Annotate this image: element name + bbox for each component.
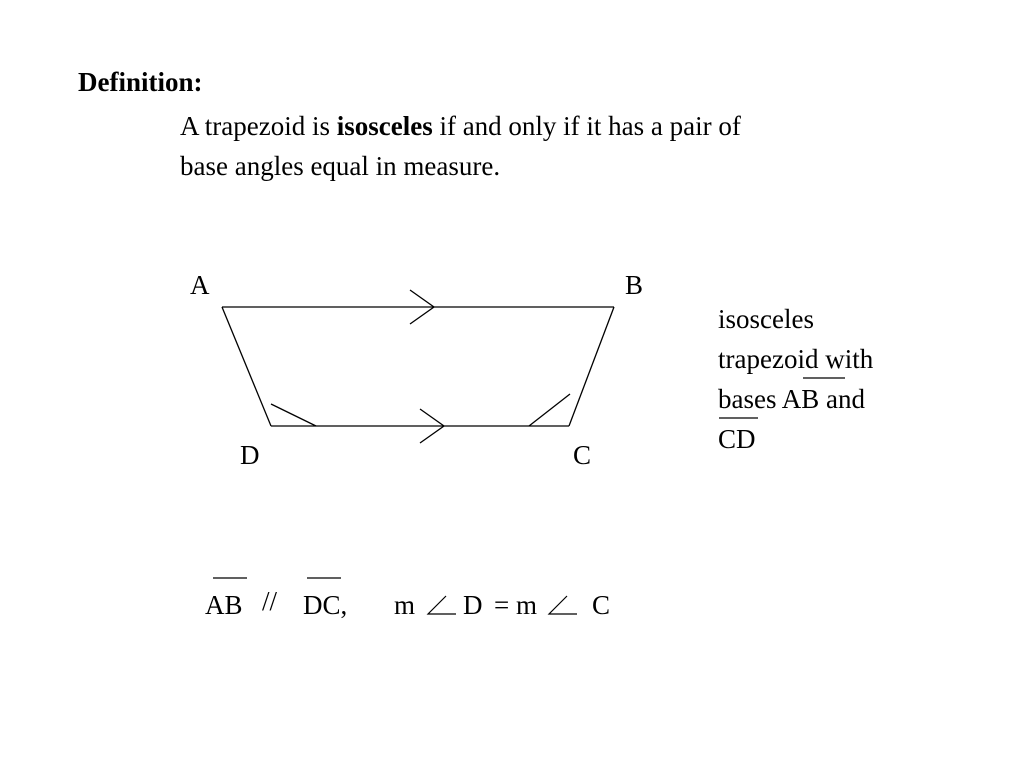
segment-dc: DC, [303, 590, 348, 620]
definition-line-1-start: A trapezoid is [180, 111, 337, 141]
definition-heading: Definition: [78, 67, 203, 97]
side-note-line-2: trapezoid with [718, 344, 874, 374]
vertex-label-b: B [625, 270, 644, 300]
angle-symbol-2-icon [549, 596, 577, 614]
equals-m: = m [494, 590, 537, 620]
side-note-line-1: isosceles [718, 304, 814, 334]
angle-vertex-d: D [463, 590, 483, 620]
definition-line-2: base angles equal in measure. [180, 151, 501, 181]
angle-vertex-c: C [592, 590, 611, 620]
definition-line-1-end: if and only if it has a pair of [432, 111, 741, 141]
segment-ab: AB [205, 590, 243, 620]
angle-symbol-1-icon [428, 596, 456, 614]
measure-m-1: m [394, 590, 416, 620]
vertex-label-d: D [240, 440, 260, 470]
side-note-line-3: bases AB and [718, 384, 865, 414]
side-note-line-4: CD [718, 424, 756, 454]
vertex-label-a: A [190, 270, 210, 300]
parallel-symbol: // [262, 586, 278, 616]
isosceles-term: isosceles [336, 111, 433, 141]
vertex-label-c: C [573, 440, 592, 470]
